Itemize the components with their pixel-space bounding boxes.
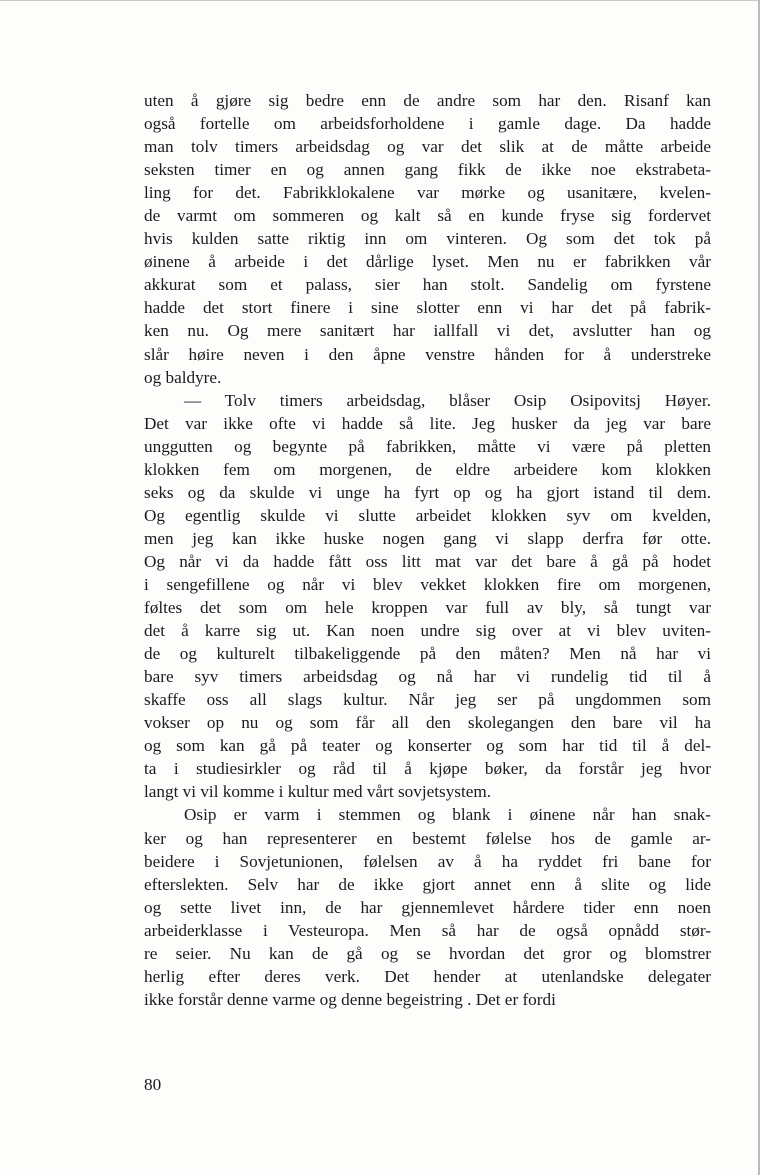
text-line: ken nu. Og mere sanitært har iallfall vi det, avslutter han og — [144, 321, 711, 341]
text-line: også fortelle om arbeidsforholdene i gamle dage. Da hadde — [144, 114, 711, 134]
page-number: 80 — [144, 1075, 162, 1094]
text-line: bare syv timers arbeidsdag og nå har vi rundelig tid til å — [144, 667, 711, 687]
text-line: de og kulturelt tilbakeliggende på den måten? Men nå har vi — [144, 644, 711, 664]
paragraph — [144, 89, 711, 389]
text-line: beidere i Sovjetunionen, følelsen av å ha ryddet fri bane for — [144, 851, 711, 871]
text-line: og sette livet inn, de har gjennemlevet hårdere tider enn noen — [144, 897, 711, 917]
text-line: efterslekten. Selv har de ikke gjort annet enn å slite og lide — [144, 874, 711, 894]
text-line: Det var ikke ofte vi hadde så lite. Jeg husker da jeg var bare — [144, 413, 711, 433]
text-line: ling for det. Fabrikklokalene var mørke og usanitære, kvelen- — [144, 183, 711, 203]
text-line: men jeg kan ikke huske nogen gang vi slapp derfra før otte. — [144, 528, 711, 548]
text-line: hadde det stort finere i sine slotter enn vi har det på fabrik- — [144, 298, 711, 318]
paragraph — [144, 389, 711, 804]
text-line: Og når vi da hadde fått oss litt mat var det bare å gå på hodet — [144, 551, 711, 571]
text-line: de varmt om sommeren og kalt så en kunde fryse sig fordervet — [144, 206, 711, 226]
text-line: Og egentlig skulde vi slutte arbeidet klokken syv om kvelden, — [144, 505, 711, 525]
text-line: hvis kulden satte riktig inn om vinteren. Og som det tok på — [144, 229, 711, 249]
text-line: herlig efter deres verk. Det hender at utenlandske delegater — [144, 966, 711, 986]
text-line: øinene å arbeide i det dårlige lyset. Men nu er fabrikken vår — [144, 252, 711, 272]
text-line: akkurat som et palass, sier han stolt. Sandelig om fyrstene — [144, 275, 711, 295]
text-line: uten å gjøre sig bedre enn de andre som har den. Risanf kan — [144, 91, 711, 110]
text-line: skaffe oss all slags kultur. Når jeg ser på ungdommen som — [144, 690, 711, 710]
text-line: man tolv timers arbeidsdag og var det slik at de måtte arbeide — [144, 137, 711, 157]
text-line: klokken fem om morgenen, de eldre arbeidere kom klokken — [144, 459, 711, 479]
text-line: ta i studiesirkler og råd til å kjøpe bøker, da forstår jeg hvor — [144, 759, 711, 779]
text-line: arbeiderklasse i Vesteuropa. Men så har de også opnådd stør- — [144, 920, 711, 940]
body-text — [144, 89, 711, 1011]
text-line: det å karre sig ut. Kan noen undre sig over at vi blev uviten- — [144, 621, 711, 641]
paragraph — [144, 803, 711, 1010]
text-line: — Tolv timers arbeidsdag, blåser Osip Osipovitsj Høyer. — [184, 390, 711, 410]
text-line: ikke forstår denne varme og denne begeistring . Det er fordi — [144, 989, 556, 1009]
text-line: føltes det som om hele kroppen var full av bly, så tungt var — [144, 598, 711, 618]
text-line: slår høire neven i den åpne venstre hånden for å understreke — [144, 344, 711, 364]
text-line: vokser op nu og som får all den skolegangen den bare vil ha — [144, 713, 711, 733]
text-line: Osip er varm i stemmen og blank i øinene når han snak- — [184, 805, 711, 825]
text-line: re seier. Nu kan de gå og se hvordan det gror og blomstrer — [144, 943, 711, 963]
text-line: i sengefillene og når vi blev vekket klokken fire om morgenen, — [144, 574, 711, 594]
text-line: seksten timer en og annen gang fikk de ikke noe ekstrabeta- — [144, 160, 711, 180]
text-line: seks og da skulde vi unge ha fyrt op og ha gjort istand til dem. — [144, 482, 711, 502]
text-line: langt vi vil komme i kultur med vårt sovjetsystem. — [144, 782, 492, 802]
text-line: og som kan gå på teater og konserter og som har tid til å del- — [144, 736, 711, 756]
text-line: unggutten og begynte på fabrikken, måtte vi være på pletten — [144, 436, 711, 456]
text-line: ker og han representerer en bestemt følelse hos de gamle ar- — [144, 828, 711, 848]
text-line: og baldyre. — [144, 367, 222, 387]
